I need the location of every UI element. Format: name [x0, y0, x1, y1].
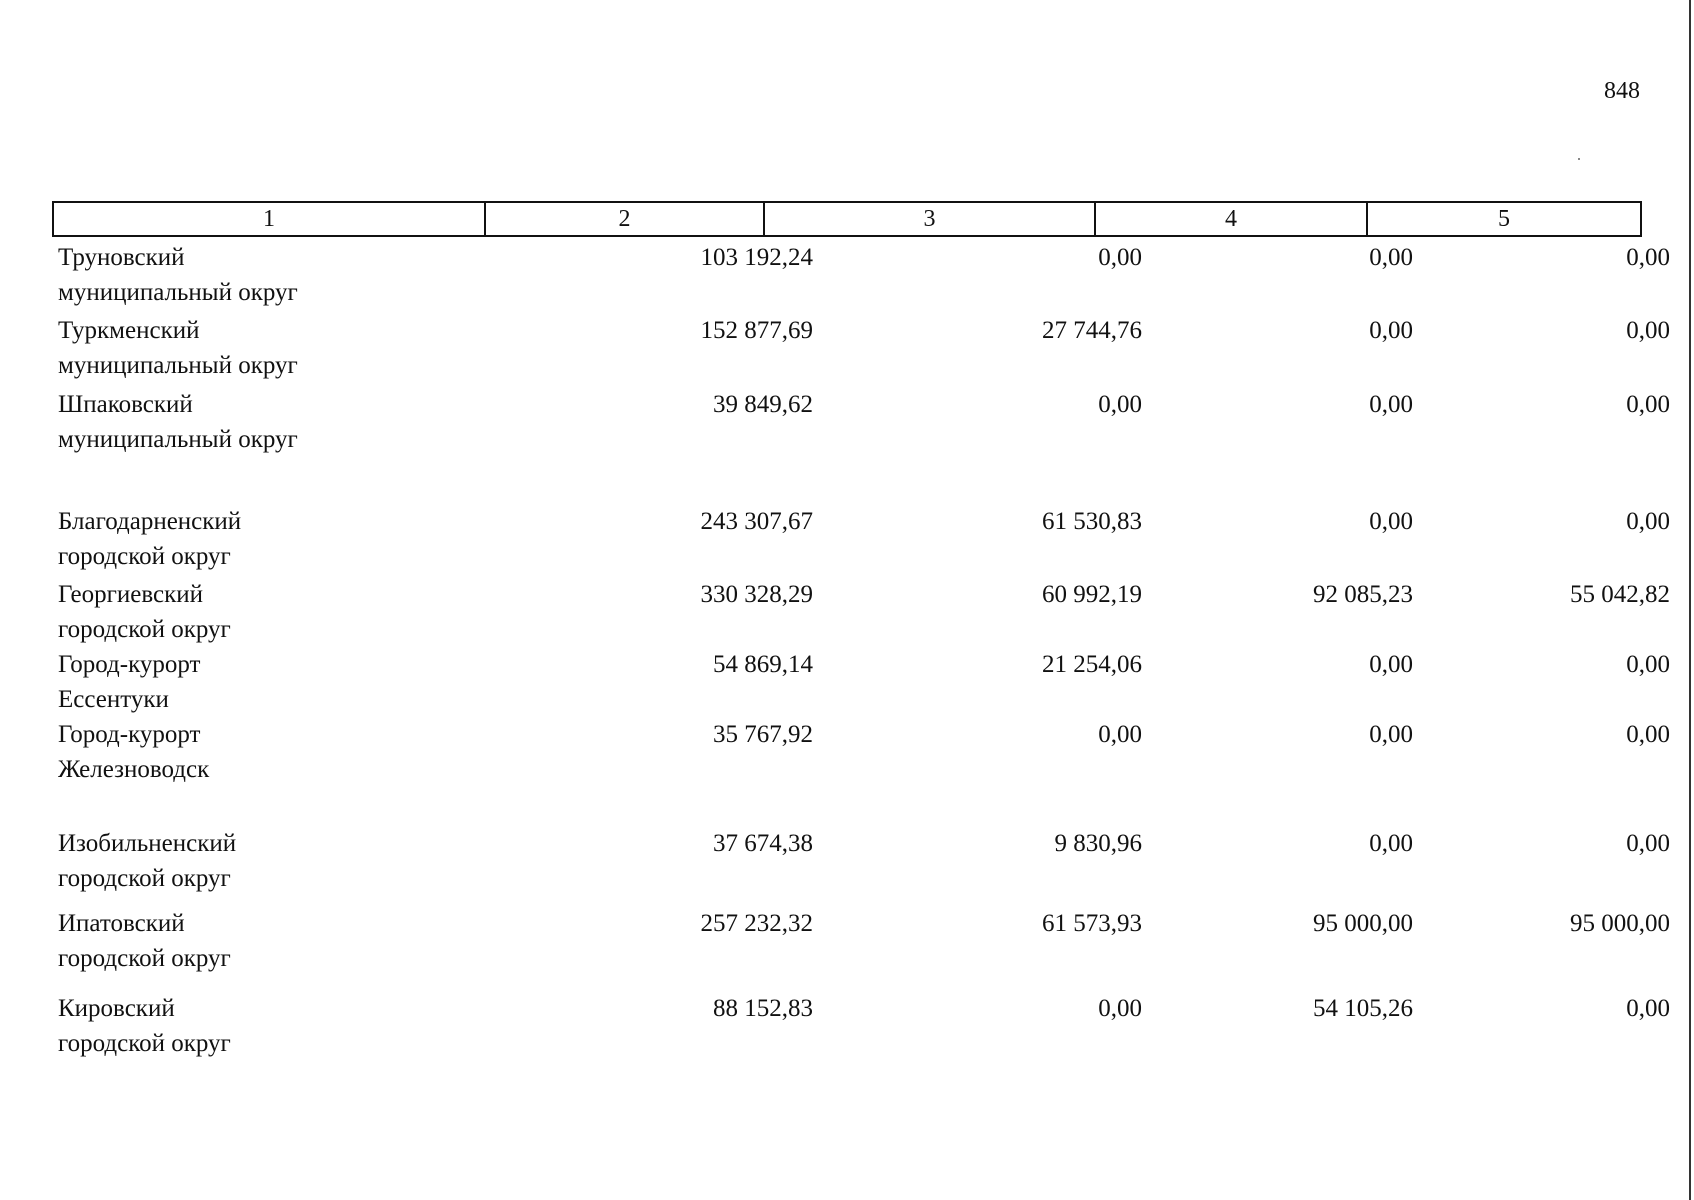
cell-col2: 39 849,62	[713, 391, 813, 418]
cell-col4: 0,00	[1369, 391, 1413, 418]
cell-col4: 95 000,00	[1313, 910, 1413, 937]
cell-col3: 0,00	[1098, 391, 1142, 418]
row-name: Изобильненский городской округ	[58, 830, 237, 892]
column-header-5: 5	[1367, 202, 1641, 236]
cell-col4: 0,00	[1369, 830, 1413, 857]
cell-col4: 54 105,26	[1313, 995, 1413, 1022]
cell-col3: 61 530,83	[1042, 508, 1142, 535]
cell-col5: 0,00	[1626, 508, 1670, 535]
cell-col2: 330 328,29	[700, 581, 813, 608]
cell-col3: 60 992,19	[1042, 581, 1142, 608]
scan-edge	[1689, 0, 1691, 1200]
cell-col4: 0,00	[1369, 317, 1413, 344]
cell-col3: 0,00	[1098, 244, 1142, 271]
cell-col5: 0,00	[1626, 721, 1670, 748]
cell-col5: 0,00	[1626, 651, 1670, 678]
cell-col2: 54 869,14	[713, 651, 813, 678]
cell-col5: 55 042,82	[1570, 581, 1670, 608]
cell-col5: 0,00	[1626, 244, 1670, 271]
row-name: Город-курорт Ессентуки	[58, 651, 201, 713]
page-number: 848	[1604, 78, 1640, 104]
cell-col5: 0,00	[1626, 995, 1670, 1022]
cell-col5: 0,00	[1626, 391, 1670, 418]
cell-col4: 0,00	[1369, 244, 1413, 271]
row-name: Туркменский муниципальный округ	[58, 317, 298, 379]
column-header-1: 1	[53, 202, 485, 236]
cell-col2: 37 674,38	[713, 830, 813, 857]
row-name: Благодарненский городской округ	[58, 508, 242, 570]
scan-speck	[1578, 158, 1580, 160]
row-name: Шпаковский муниципальный округ	[58, 391, 298, 453]
cell-col2: 257 232,32	[700, 910, 813, 937]
cell-col4: 92 085,23	[1313, 581, 1413, 608]
cell-col3: 0,00	[1098, 995, 1142, 1022]
cell-col3: 61 573,93	[1042, 910, 1142, 937]
cell-col5: 95 000,00	[1570, 910, 1670, 937]
row-name: Кировский городской округ	[58, 995, 231, 1057]
cell-col3: 27 744,76	[1042, 317, 1142, 344]
cell-col5: 0,00	[1626, 317, 1670, 344]
cell-col2: 88 152,83	[713, 995, 813, 1022]
row-name: Георгиевский городской округ	[58, 581, 231, 643]
column-header-2: 2	[485, 202, 764, 236]
cell-col3: 21 254,06	[1042, 651, 1142, 678]
cell-col3: 0,00	[1098, 721, 1142, 748]
cell-col5: 0,00	[1626, 830, 1670, 857]
column-header-3: 3	[764, 202, 1095, 236]
row-name: Ипатовский городской округ	[58, 910, 231, 972]
cell-col4: 0,00	[1369, 721, 1413, 748]
column-header-4: 4	[1095, 202, 1367, 236]
row-name: Труновский муниципальный округ	[58, 244, 298, 306]
cell-col2: 35 767,92	[713, 721, 813, 748]
cell-col4: 0,00	[1369, 508, 1413, 535]
cell-col2: 243 307,67	[700, 508, 813, 535]
cell-col4: 0,00	[1369, 651, 1413, 678]
row-name: Город-курорт Железноводск	[58, 721, 210, 783]
cell-col2: 103 192,24	[700, 244, 813, 271]
column-header-row	[52, 201, 1642, 237]
cell-col2: 152 877,69	[700, 317, 813, 344]
cell-col3: 9 830,96	[1054, 830, 1142, 857]
